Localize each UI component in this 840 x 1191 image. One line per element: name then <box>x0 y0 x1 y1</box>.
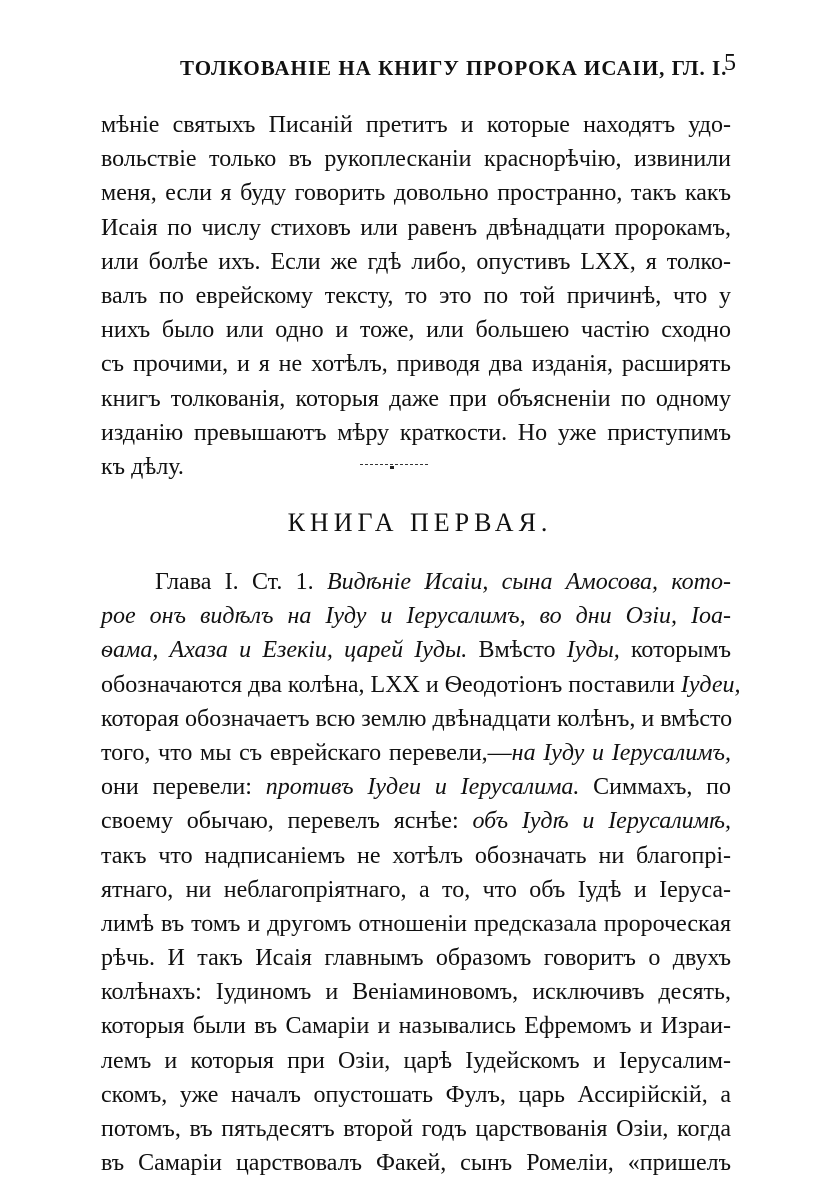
text-line: съ прочими, и я не хотѣлъ, приводя два изданія, расширять <box>101 351 731 378</box>
text-line <box>101 1009 731 1043</box>
text-line <box>101 839 731 873</box>
text-line: вольствіе только въ рукоплесканіи краснорѣчію, извинили <box>101 146 731 173</box>
italic-text: ѳама, Ахаза и Езекіи, царей Іуды. <box>101 637 468 664</box>
text-run: того, что мы съ еврейскаго перевели,— <box>101 739 512 766</box>
text-line <box>101 668 741 702</box>
italic-text: Іудеи, <box>680 671 741 698</box>
preface-paragraph <box>101 108 731 484</box>
text-run: такъ что надписаніемъ не хотѣлъ обозначать ни благопрі- <box>101 842 731 869</box>
text-line: или болѣе ихъ. Если же гдѣ либо, опустивъ LXX, я толко- <box>101 248 731 275</box>
text-line <box>101 599 731 633</box>
italic-text: на Іуду и Іерусалимъ, <box>511 739 731 766</box>
text-line: Исаія по числу стиховъ или равенъ двѣнадцати пророкамъ, <box>101 214 731 241</box>
divider-dot <box>390 466 394 469</box>
text-line <box>101 804 731 838</box>
text-line <box>101 873 731 907</box>
text-line <box>101 1112 731 1146</box>
running-title: ТОЛКОВАНІЕ НА КНИГУ ПРОРОКА ИСАІИ, ГЛ. I. <box>180 56 728 80</box>
italic-text: Іуды, <box>566 637 620 664</box>
text-line <box>101 770 731 804</box>
italic-text: рое онъ видѣлъ на Іуду и Іерусалимъ, во дни Озіи, Іоа- <box>101 603 731 630</box>
text-line: къ дѣлу. <box>101 453 184 480</box>
text-run: которая обозначаетъ всю землю двѣнадцати колѣнъ, и вмѣсто <box>101 705 733 732</box>
text-run: которымъ <box>619 637 731 664</box>
text-run: лемъ и которыя при Озіи, царѣ Іудейскомъ и Іерусалим- <box>101 1047 731 1074</box>
text-line <box>101 565 731 599</box>
text-line: валъ по еврейскому тексту, то это по той причинѣ, что у <box>101 282 731 309</box>
text-line <box>101 633 731 667</box>
text-line <box>101 1044 731 1078</box>
text-line: меня, если я буду говорить довольно пространно, такъ какъ <box>101 180 731 207</box>
text-run: Симмахъ, по <box>579 774 731 801</box>
running-head <box>100 50 740 86</box>
page-number: 5 <box>724 50 736 76</box>
text-run: Глава I. Ст. 1. <box>155 569 327 595</box>
text-run: рѣчь. И такъ Исаія главнымъ образомъ говоритъ о двухъ <box>101 945 731 972</box>
text-line <box>101 941 731 975</box>
text-run: въ Самаріи царствовалъ Факей, сынъ Ромеліи, «пришелъ <box>101 1150 731 1177</box>
text-run: потомъ, въ пятьдесятъ второй годъ царствованія Озіи, когда <box>101 1116 731 1142</box>
text-run: лимѣ въ томъ и другомъ отношеніи предсказала пророческая <box>101 910 731 937</box>
text-run: своему обычаю, перевелъ яснѣе: <box>101 808 473 835</box>
text-run: колѣнахъ: Іудиномъ и Веніаминовомъ, исключивъ десять, <box>101 979 731 1006</box>
text-line: книгъ толкованія, которыя даже при объясненіи по одному <box>101 385 731 412</box>
text-line: мѣніе святыхъ Писаній претитъ и которые находятъ удо- <box>101 112 731 138</box>
text-line <box>101 1078 731 1112</box>
italic-text: Видѣніе Исаіи, сына Амосова, кото- <box>326 569 731 595</box>
divider-rule <box>360 464 428 465</box>
text-run: они перевели: <box>101 774 266 801</box>
italic-text: противъ Іудеи и Іерусалима. <box>265 774 580 801</box>
text-run: скомъ, уже началъ опустошать Фулъ, царь Ассирійскій, а <box>101 1081 731 1108</box>
text-line <box>101 736 731 770</box>
text-line <box>101 702 731 736</box>
chapter-paragraph <box>101 565 741 1180</box>
text-line <box>101 975 731 1009</box>
text-line <box>101 907 731 941</box>
text-run: обозначаются два колѣна, LXX и Ѳеодотіонъ поставили <box>101 671 681 698</box>
text-line: нихъ было или одно и тоже, или большею частію сходно <box>101 317 731 344</box>
text-line: изданію превышаютъ мѣру краткости. Но уже приступимъ <box>101 419 731 446</box>
text-run: ятнаго, ни неблагопріятнаго, а то, что объ Іудѣ и Іеруса- <box>101 876 731 903</box>
text-run: которыя были въ Самаріи и назывались Ефремомъ и Израи- <box>101 1013 731 1040</box>
book-title: КНИГА ПЕРВАЯ. <box>287 508 553 537</box>
text-line <box>101 1146 731 1180</box>
section-divider-ornament <box>360 462 428 470</box>
text-run: Вмѣсто <box>467 637 567 664</box>
italic-text: объ Іудѣ и Іерусалимѣ, <box>472 808 731 835</box>
